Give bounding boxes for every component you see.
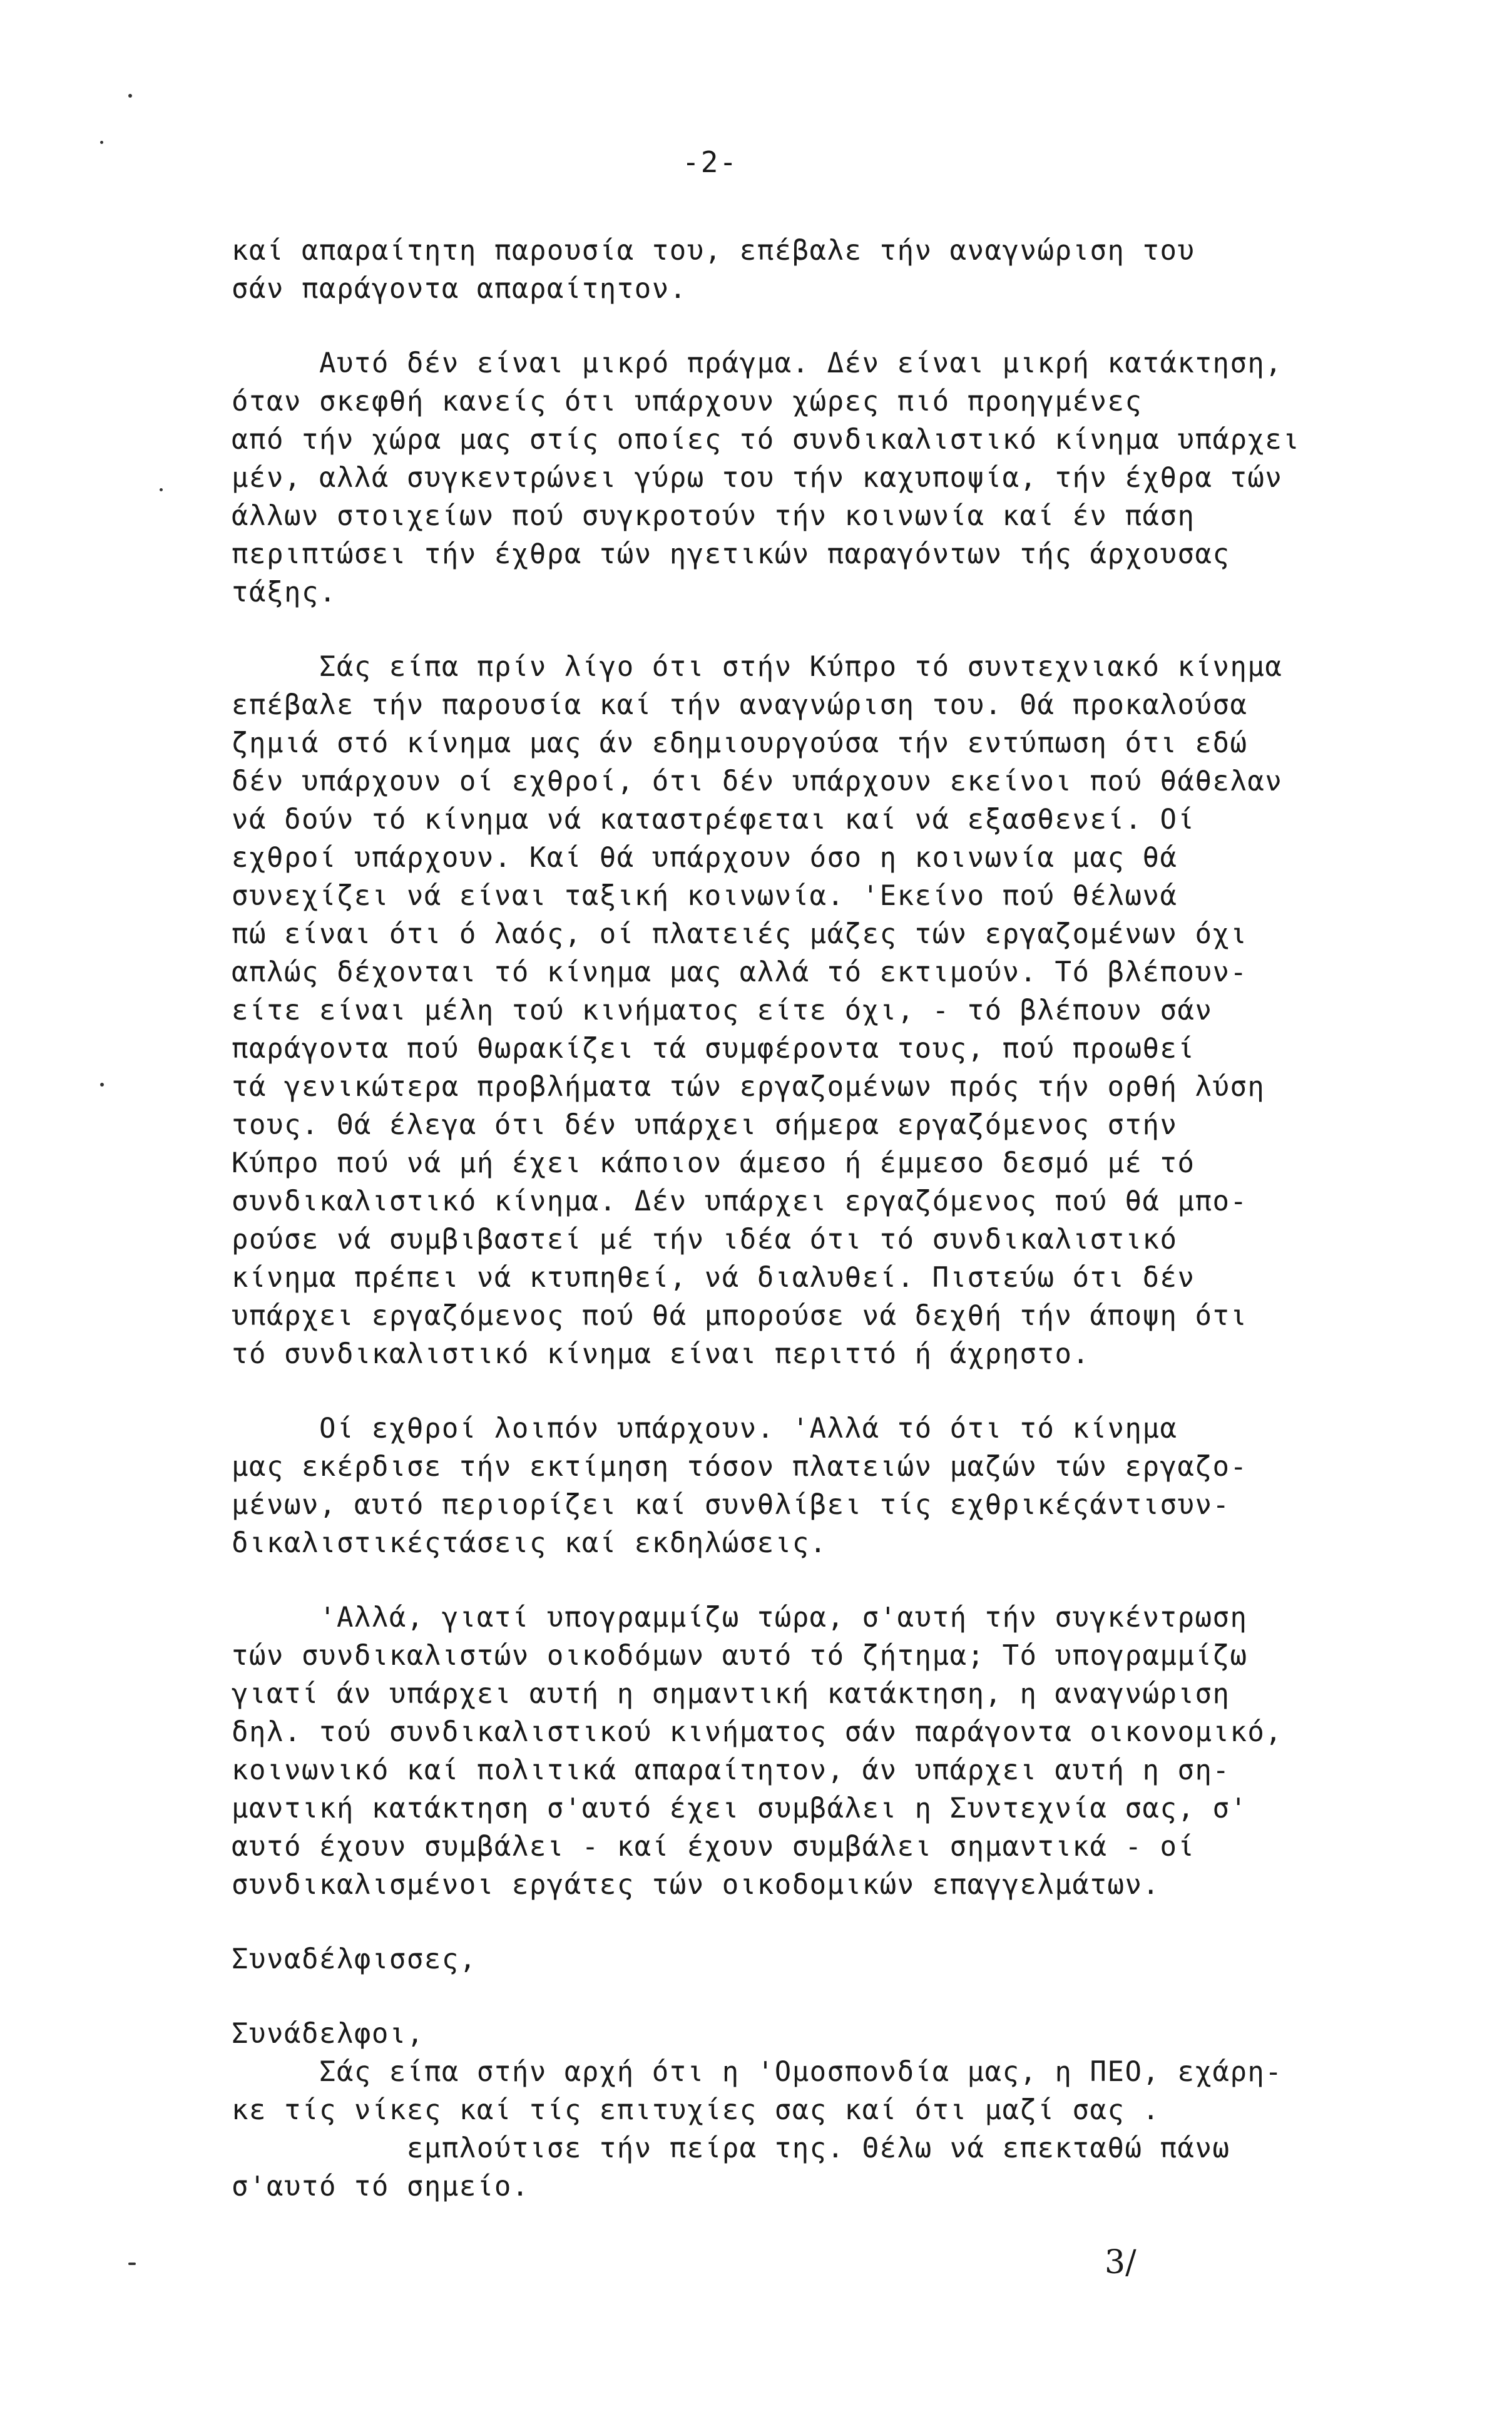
text-line: Αυτό δέν είναι μικρό πράγμα. Δέν είναι μικρή κατάκτηση, xyxy=(232,347,1283,379)
text-line: δηλ. τού συνδικαλιστικού κινήματος σάν παράγοντα οικονομικό, xyxy=(232,1716,1283,1748)
text-line: μέν, αλλά συγκεντρώνει γύρω του τήν καχυποψία, τήν έχθρα τών xyxy=(232,462,1283,494)
text-line: γιατί άν υπάρχει αυτή η σημαντική κατάκτηση, η αναγνώριση xyxy=(232,1678,1230,1710)
scan-speck xyxy=(128,2263,136,2265)
text-line: Σάς είπα πρίν λίγο ότι στήν Κύπρο τό συντεχνιακό κίνημα xyxy=(232,651,1283,683)
text-line: 'Αλλά, γιατί υπογραμμίζω τώρα, σ'αυτή τήν συγκέντρωση xyxy=(232,1602,1248,1634)
scan-speck xyxy=(100,141,103,144)
text-line: δικαλιστικέςτάσεις καί εκδηλώσεις. xyxy=(232,1527,827,1559)
body-text xyxy=(232,232,1414,2242)
text-line: όταν σκεφθή κανείς ότι υπάρχουν χώρες πιό προηγμένες xyxy=(232,386,1143,417)
text-line: τάξης. xyxy=(232,576,337,608)
text-line: παράγοντα πού θωρακίζει τά συμφέροντα τους, πού προωθεί xyxy=(232,1033,1195,1065)
paragraph-1 xyxy=(232,232,1414,308)
text-line: τά γενικώτερα προβλήματα τών εργαζομένων πρός τήν ορθή λύση xyxy=(232,1071,1265,1103)
scan-speck xyxy=(128,94,132,98)
salutation-2: Συνάδελφοι, xyxy=(232,2018,424,2050)
paragraph-4 xyxy=(232,1409,1414,1562)
scan-speck xyxy=(160,488,163,491)
scan-speck xyxy=(100,1083,104,1087)
text-line: Κύπρο πού νά μή έχει κάποιον άμεσο ή έμμεσο δεσμό μέ τό xyxy=(232,1147,1195,1179)
text-line: εμπλούτισε τήν πείρα της. Θέλω νά επεκταθώ πάνω xyxy=(232,2132,1230,2164)
text-line: Σάς είπα στήν αρχή ότι η 'Ομοσπονδία μας, η ΠΕΟ, εχάρη- xyxy=(232,2056,1283,2088)
text-line: Οί εχθροί λοιπόν υπάρχουν. 'Αλλά τό ότι τό κίνημα xyxy=(232,1413,1178,1445)
text-line: αυτό έχουν συμβάλει - καί έχουν συμβάλει σημαντικά - οί xyxy=(232,1831,1195,1863)
text-line: συνδικαλισμένοι εργάτες τών οικοδομικών επαγγελμάτων. xyxy=(232,1869,1160,1901)
text-line: περιπτώσει τήν έχθρα τών ηγετικών παραγόντων τής άρχουσας xyxy=(232,538,1230,570)
text-line: συνεχίζει νά είναι ταξική κοινωνία. 'Εκείνο πού θέλωνά xyxy=(232,880,1178,912)
text-line: κε τίς νίκες καί τίς επιτυχίες σας καί ότι μαζί σας . xyxy=(232,2094,1160,2126)
text-line: άλλων στοιχείων πού συγκροτούν τήν κοινωνία καί έν πάση xyxy=(232,500,1195,532)
text-line: συνδικαλιστικό κίνημα. Δέν υπάρχει εργαζόμενος πού θά μπο- xyxy=(232,1185,1248,1217)
text-line: τό συνδικαλιστικό κίνημα είναι περιττό ή άχρηστο. xyxy=(232,1338,1090,1370)
page-number: -2- xyxy=(682,145,738,179)
salutation-1: Συναδέλφισσες, xyxy=(232,1943,477,1975)
next-page-mark: 3/ xyxy=(1105,2244,1137,2281)
text-line: νά δούν τό κίνημα νά καταστρέφεται καί νά εξασθενεί. Οί xyxy=(232,804,1195,836)
text-line: σάν παράγοντα απαραίτητον. xyxy=(232,273,687,305)
text-line: εχθροί υπάρχουν. Καί θά υπάρχουν όσο η κοινωνία μας θά xyxy=(232,842,1178,874)
paragraph-3 xyxy=(232,648,1414,1373)
text-line: υπάρχει εργαζόμενος πού θά μπορούσε νά δεχθή τήν άποψη ότι xyxy=(232,1300,1248,1332)
text-line: καί απαραίτητη παρουσία του, επέβαλε τήν αναγνώριση του xyxy=(232,235,1195,267)
text-line: δέν υπάρχουν οί εχθροί, ότι δέν υπάρχουν εκείνοι πού θάθελαν xyxy=(232,765,1283,797)
text-line: μαντική κατάκτηση σ'αυτό έχει συμβάλει η Συντεχνία σας, σ' xyxy=(232,1793,1248,1824)
text-line: από τήν χώρα μας στίς οποίες τό συνδικαλιστικό κίνημα υπάρχει xyxy=(232,424,1300,456)
text-line: απλώς δέχονται τό κίνημα μας αλλά τό εκτιμούν. Τό βλέπουν- xyxy=(232,956,1248,988)
text-line: ρούσε νά συμβιβαστεί μέ τήν ιδέα ότι τό συνδικαλιστικό xyxy=(232,1224,1178,1256)
closing-paragraph xyxy=(232,2053,1414,2206)
text-line: σ'αυτό τό σημείο. xyxy=(232,2171,529,2202)
paragraph-5 xyxy=(232,1598,1414,1904)
text-line: είτε είναι μέλη τού κινήματος είτε όχι, - τό βλέπουν σάν xyxy=(232,995,1213,1026)
text-line: τών συνδικαλιστών οικοδόμων αυτό τό ζήτημα; Τό υπογραμμίζω xyxy=(232,1640,1248,1672)
paragraph-2 xyxy=(232,344,1414,611)
text-line: τους. Θά έλεγα ότι δέν υπάρχει σήμερα εργαζόμενος στήν xyxy=(232,1109,1178,1141)
text-line: μας εκέρδισε τήν εκτίμηση τόσον πλατειών μαζών τών εργαζο- xyxy=(232,1451,1248,1483)
text-line: επέβαλε τήν παρουσία καί τήν αναγνώριση του. Θά προκαλούσα xyxy=(232,689,1248,721)
text-line: κίνημα πρέπει νά κτυπηθεί, νά διαλυθεί. Πιστεύω ότι δέν xyxy=(232,1262,1195,1294)
text-line: ζημιά στό κίνημα μας άν εδημιουργούσα τήν εντύπωση ότι εδώ xyxy=(232,727,1248,759)
text-line: κοινωνικό καί πολιτικά απαραίτητον, άν υπάρχει αυτή η ση- xyxy=(232,1754,1230,1786)
text-line: μένων, αυτό περιορίζει καί συνθλίβει τίς εχθρικέςάντισυν- xyxy=(232,1489,1230,1521)
text-line: πώ είναι ότι ό λαός, οί πλατειές μάζες τών εργαζομένων όχι xyxy=(232,918,1248,950)
